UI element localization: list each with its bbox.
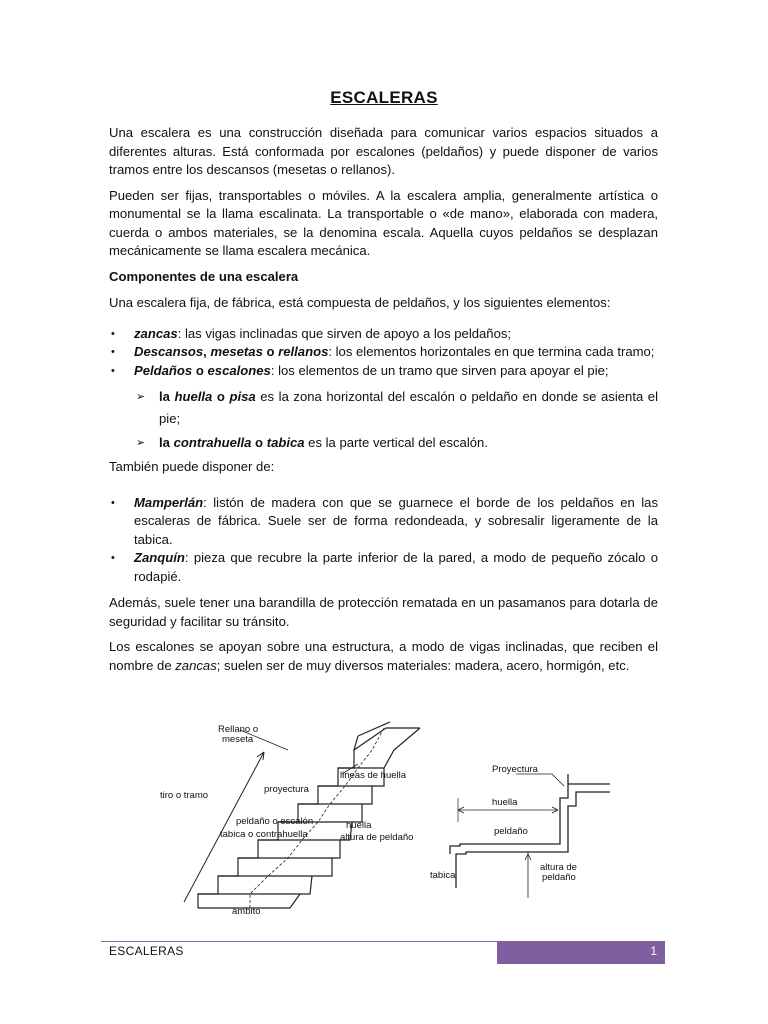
label-peldano-right: peldaño <box>494 826 528 837</box>
list-item: • Mamperlán: listón de madera con que se guarnece el borde de los peldaños en las escaleras de fábrica. Suele ser de forma redondeada, y sobresalir ligeramente de la tabica. <box>109 494 658 550</box>
list-item: ➢ la contrahuella o tabica es la parte vertical del escalón. <box>134 432 658 454</box>
label-tiro: tiro o tramo <box>160 790 209 801</box>
intro-paragraph-2: Pueden ser fijas, transportables o móviles. A la escalera amplia, generalmente artística o monumental se la llama escalinata. La transportable o «de mano», elaborada con madera, cuerda o ambos materiales, se la denomina escala. Aquella cuyos peldaños se desplazan mecánicamente se llama escalera mecánica. <box>109 187 658 258</box>
label-ambito: ámbito <box>232 906 261 917</box>
staircase-diagram <box>140 712 660 917</box>
label-altura-right-1: altura de <box>540 862 577 873</box>
label-tabica-right: tabica <box>430 870 456 881</box>
section-subheading: Componentes de una escalera <box>109 268 299 284</box>
left-figure-labels <box>160 724 413 917</box>
peldanos-sublist <box>134 386 658 454</box>
list-item: • Descansos, mesetas o rellanos: los elementos horizontales en que termina cada tramo; <box>109 343 658 362</box>
intro-paragraph-1: Una escalera es una construcción diseñada para comunicar varios espacios situados a diferentes alturas. Está conformada por escalones (peldaños) y puede disponer de varios tramos entre los descansos (mesetas o rellanos). <box>109 125 658 177</box>
label-tabica: tabica o contrahuella <box>220 829 308 840</box>
list-item: • zancas: las vigas inclinadas que sirven de apoyo a los peldaños; <box>109 325 658 344</box>
label-proyectura: proyectura <box>264 784 309 795</box>
components-list <box>109 325 658 381</box>
step-section-drawing <box>450 774 610 898</box>
label-rellano-2: meseta <box>222 734 254 745</box>
label-altura-right-2: peldaño <box>542 872 576 883</box>
stair-perspective-drawing <box>184 722 420 908</box>
label-lineas: lineas de huella <box>340 770 407 781</box>
label-proyectura-right: Proyectura <box>492 764 538 775</box>
page-title: ESCALERAS <box>330 88 438 107</box>
document-body <box>109 124 658 682</box>
label-peldano: peldaño o escalón <box>236 816 314 827</box>
zancas-paragraph: Los escalones se apoyan sobre una estructura, a modo de vigas inclinadas, que reciben el nombre de zancas; suelen ser de muy diversos materiales: madera, acero, hormigón, etc. <box>109 639 658 673</box>
footer-rule <box>101 941 497 942</box>
list-item: • Zanquín: pieza que recubre la parte inferior de la pared, a modo de pequeño zócalo o rodapié. <box>109 549 658 586</box>
footer-label: ESCALERAS <box>109 944 184 958</box>
label-rellano-1: Rellano o <box>218 724 259 735</box>
label-huella-right: huella <box>492 797 518 808</box>
also-list <box>109 494 658 587</box>
list-item: ➢ la huella o pisa es la zona horizontal del escalón o peldaño en donde se asienta el pie; <box>134 386 658 430</box>
also-intro: También puede disponer de: <box>109 459 275 474</box>
components-intro: Una escalera fija, de fábrica, está compuesta de peldaños, y los siguientes elementos: <box>109 295 611 310</box>
label-altura: altura de peldaño <box>340 832 414 843</box>
page-number: 1 <box>497 941 665 964</box>
list-item: • Peldaños o escalones: los elementos de un tramo que sirven para apoyar el pie; <box>109 362 658 381</box>
barandilla-paragraph: Además, suele tener una barandilla de protección rematada en un pasamanos para dotarla de seguridad y facilitar su tránsito. <box>109 595 658 629</box>
label-huella: huella <box>346 820 372 831</box>
right-figure-labels <box>430 764 577 883</box>
